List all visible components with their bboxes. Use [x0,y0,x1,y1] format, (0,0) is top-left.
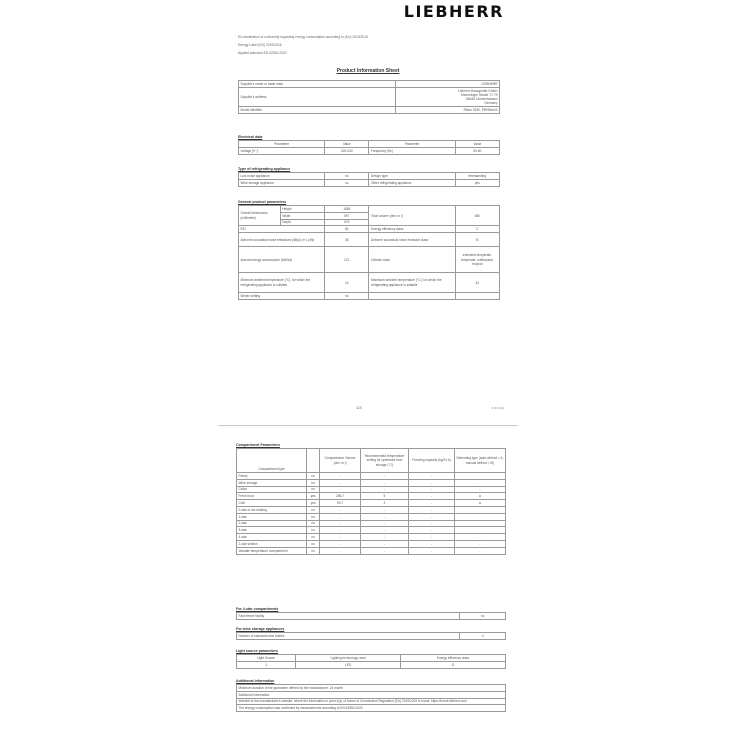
table-cell: no [306,540,319,547]
table-header: Compartment Volume (dm³ or l) [320,449,360,473]
table-row [239,87,500,106]
brand-logo: LIEBHERR [403,2,504,21]
table-cell: - [409,500,455,507]
table-cell: Width [280,212,324,219]
table-cell: - [360,479,408,486]
table-cell: Minimum duration of the guarantee offered by the manufacturer: 24 month [237,685,506,692]
table-row [237,613,506,620]
general-params-section [238,199,500,300]
table-cell: - [360,513,408,520]
table-cell: Voltage [V~] [239,147,325,154]
address-line: 88416 Ochsenhausen [466,97,498,101]
page-number: 1/3 [356,405,362,410]
table-row [239,273,500,293]
table-cell: Annual energy consumption (kWh/a) [239,247,325,273]
table-row [239,107,500,114]
table-cell: 5 [360,493,408,500]
table-cell: Model identifier [239,107,396,114]
table-cell: 0 [460,633,506,640]
table-cell: no [306,534,319,541]
table-cell: EEI [239,226,325,233]
table-header: Parameter [369,141,455,148]
table-cell: 1-star [237,513,307,520]
table-cell: SBzm 5230, PRHBbs20 [395,107,499,114]
type-section [238,166,500,187]
table-header [306,449,319,473]
table-cell: 4-star [237,534,307,541]
table-cell: extended temperate, temperate, subtropical, tropical [455,247,499,273]
compartment-section [236,442,506,555]
table-header: Parameter [239,141,325,148]
table-cell: no [325,293,369,300]
table-cell: Supplier's address [239,87,396,106]
table-cell: 1855 [325,206,369,213]
table-cell: - [409,473,455,480]
section-title: For 4-star compartments [236,607,279,611]
table-cell: - [454,506,505,513]
header-line: Energy Label (EU) 2019/2016 [238,43,282,47]
section-title: Type of refrigerating appliance [238,167,291,171]
electrical-table [238,140,500,155]
table-cell: - [360,520,408,527]
table-cell: - [360,540,408,547]
table-cell: 93.7 [320,500,360,507]
supplier-section [238,80,500,114]
electrical-section [238,134,500,155]
table-header-row [237,449,506,473]
table-cell: - [320,540,360,547]
table-cell: Height [280,206,324,213]
table-cell: no [306,513,319,520]
address-line: Germany [484,101,498,106]
table-cell: Airborne acoustical noise emission class [369,233,455,247]
table-cell: 3 [360,500,408,507]
table-cell: Fast freeze facility [237,613,460,620]
table-cell: - [360,547,408,554]
table-row [237,698,506,705]
table-cell: A [454,493,505,500]
table-cell: Design type [369,173,455,180]
table-row [237,520,506,527]
table-cell: The energy consumption was confirmed by measurements according to EN 62552:2020 [237,705,506,712]
table-cell: - [454,540,505,547]
table-cell: LED [296,661,401,668]
additional-section [236,678,506,712]
table-cell: G [401,661,506,668]
light-table [236,654,506,669]
table-cell: 597 [325,212,369,219]
table-cell: no [306,520,319,527]
table-header: Recommended temperature setting for optimised food storage (°C) [360,449,408,473]
wine-table [236,632,506,640]
table-cell: 675 [325,219,369,226]
table-cell: 3-star [237,527,307,534]
light-section [236,648,506,669]
document-page-2 [218,428,518,736]
table-row [239,247,500,273]
table-cell: - [409,513,455,520]
table-cell: - [409,520,455,527]
table-cell: - [454,534,505,541]
table-cell: - [409,506,455,513]
table-cell: Variable temperature compartment [237,547,307,554]
table-cell: 84 [325,226,369,233]
table-cell: C [455,226,499,233]
table-cell: Total volume (dm³ or l) [369,206,455,226]
table-cell: 0-star or ice-making [237,506,307,513]
table-cell: - [454,547,505,554]
page-separator [218,425,518,426]
table-row [237,685,506,692]
table-cell: no [306,486,319,493]
table-row [237,513,506,520]
table-cell: 220-240 [325,147,369,154]
table-cell: Minimum ambient temperature (°C), for which the refrigerating appliance is suitable [239,273,325,293]
table-cell: Cellar [237,486,307,493]
table-cell: Supplier's name or trade mark [239,81,396,88]
table-header: Value [325,141,369,148]
table-cell: 35 [325,233,369,247]
table-cell: Fresh food [237,493,307,500]
table-cell: no [306,527,319,534]
supplier-table [238,80,500,114]
table-row [237,661,506,668]
table-cell: - [320,479,360,486]
table-cell: no [460,613,506,620]
additional-table [236,684,506,712]
table-cell: LIEBHERR [395,81,499,88]
table-cell: Low-noise appliance [239,173,325,180]
table-row [237,547,506,554]
table-cell: - [320,520,360,527]
table-cell [395,87,499,106]
table-row [239,233,500,247]
table-row [237,705,506,712]
table-cell: Winter setting [239,293,325,300]
table-cell: - [409,527,455,534]
section-title: Additional information [236,679,275,683]
table-row [237,500,506,507]
table-cell: - [320,513,360,520]
table-header: Defrosting type (auto-defrost = A, manual defrost = M) [454,449,505,473]
table-cell: 2-star [237,520,307,527]
section-title: For wine storage appliances [236,627,285,631]
table-row [239,206,500,213]
table-header: Freezing capacity (kg/24 h) [409,449,455,473]
table-row [239,293,500,300]
section-title: Light source parameters [236,649,278,653]
table-cell: no [306,506,319,513]
wine-section [236,626,506,640]
table-cell: no [325,179,369,186]
table-cell: Wine storage [237,479,307,486]
table-cell: Additional information: [237,691,506,698]
table-row [237,633,506,640]
table-cell: - [320,486,360,493]
table-cell: yes [306,493,319,500]
table-header-row [239,141,500,148]
table-cell: Depth [280,219,324,226]
address-line: Memminger Straße 77-79 [461,92,498,97]
table-row [237,486,506,493]
table-cell: Number of standard wine bottles [237,633,460,640]
table-cell: - [409,534,455,541]
table-header: Compartment type [237,449,307,473]
table-row [239,226,500,233]
table-cell: - [320,473,360,480]
table-cell: no [306,479,319,486]
table-cell: Airborne acoustical noise emissions (dB(A) re 1 pW) [239,233,325,247]
table-cell: - [454,486,505,493]
table-cell: B [455,233,499,247]
table-cell: - [320,534,360,541]
table-cell: freestanding [455,173,499,180]
table-cell: 221 [325,247,369,273]
section-title: Compartment Parameters [236,443,280,447]
table-row [237,534,506,541]
table-cell: Energy efficiency class [369,226,455,233]
table-cell: 1 [237,661,296,668]
table-cell: Chill [237,500,307,507]
general-params-table [238,205,500,300]
header-line: EU declaration of conformity regarding energy consumption according to (EU) 2019/2016 [238,35,368,39]
table-cell: 380 [455,206,499,226]
four-star-table [236,612,506,620]
table-row [237,506,506,513]
compartment-table [236,448,506,555]
table-cell: - [360,486,408,493]
table-cell: 2-star section [237,540,307,547]
table-header-row [237,655,506,662]
type-table [238,172,500,187]
table-cell: yes [306,500,319,507]
table-row [239,173,500,180]
four-star-section [236,606,506,620]
table-header: Lighting technology used [296,655,401,662]
compartment-rows [237,473,506,555]
declaration-header [238,33,498,57]
table-cell: - [454,520,505,527]
table-cell: Other refrigerating appliance [369,179,455,186]
table-header: Value [455,141,499,148]
table-row [237,493,506,500]
table-cell: A [454,500,505,507]
table-cell: no [306,473,319,480]
table-cell [455,293,499,300]
table-cell: - [320,527,360,534]
table-cell: - [320,506,360,513]
table-cell: 286.7 [320,493,360,500]
table-cell: - [454,513,505,520]
table-cell: - [409,540,455,547]
table-cell: yes [455,179,499,186]
table-row [237,540,506,547]
table-row [237,479,506,486]
document-page-1 [218,0,518,425]
table-cell: - [454,527,505,534]
sheet-title: Product Information Sheet [336,68,400,74]
table-cell: no [306,547,319,554]
table-cell: Wine storage appliance [239,179,325,186]
table-cell: - [360,527,408,534]
table-cell: - [360,473,408,480]
table-cell: Frequency [Hz] [369,147,455,154]
table-row [237,473,506,480]
table-cell: - [409,486,455,493]
table-cell: Overall dimensions (millimetre) [239,206,281,226]
table-cell: - [454,473,505,480]
table-row [237,691,506,698]
table-header: Energy efficiency class [401,655,506,662]
table-cell: Pantry [237,473,307,480]
address-line: Liebherr-Hausgeräte GmbH [458,88,498,93]
table-cell: - [320,547,360,554]
table-cell: - [360,534,408,541]
page-reference: 5 02 2024 [491,406,504,410]
table-header: Light Source [237,655,296,662]
table-row [239,179,500,186]
table-row [237,527,506,534]
table-cell: Maximum ambient temperature (°C), for which the refrigerating appliance is suitable [369,273,455,293]
table-cell: - [409,493,455,500]
section-title: Electrical data [238,135,263,139]
table-cell: - [360,506,408,513]
table-cell: - [409,479,455,486]
table-cell: - [409,547,455,554]
table-row [239,147,500,154]
table-cell: no [325,173,369,180]
header-line: Applied standard EN 62552:2020 [238,51,287,55]
table-cell: 43 [455,273,499,293]
section-title: General product parameters [238,200,287,204]
table-cell: Weblink to the manufacturer's website, where the information in point 4(a) of Annex of Commission Regulation (EU) 2019/2019 is found: https://home.liebherr.com [237,698,506,705]
table-row [239,81,500,88]
table-cell: Climate class [369,247,455,273]
table-cell [369,293,455,300]
table-cell: 10 [325,273,369,293]
table-cell: - [454,479,505,486]
table-cell: 50-60 [455,147,499,154]
